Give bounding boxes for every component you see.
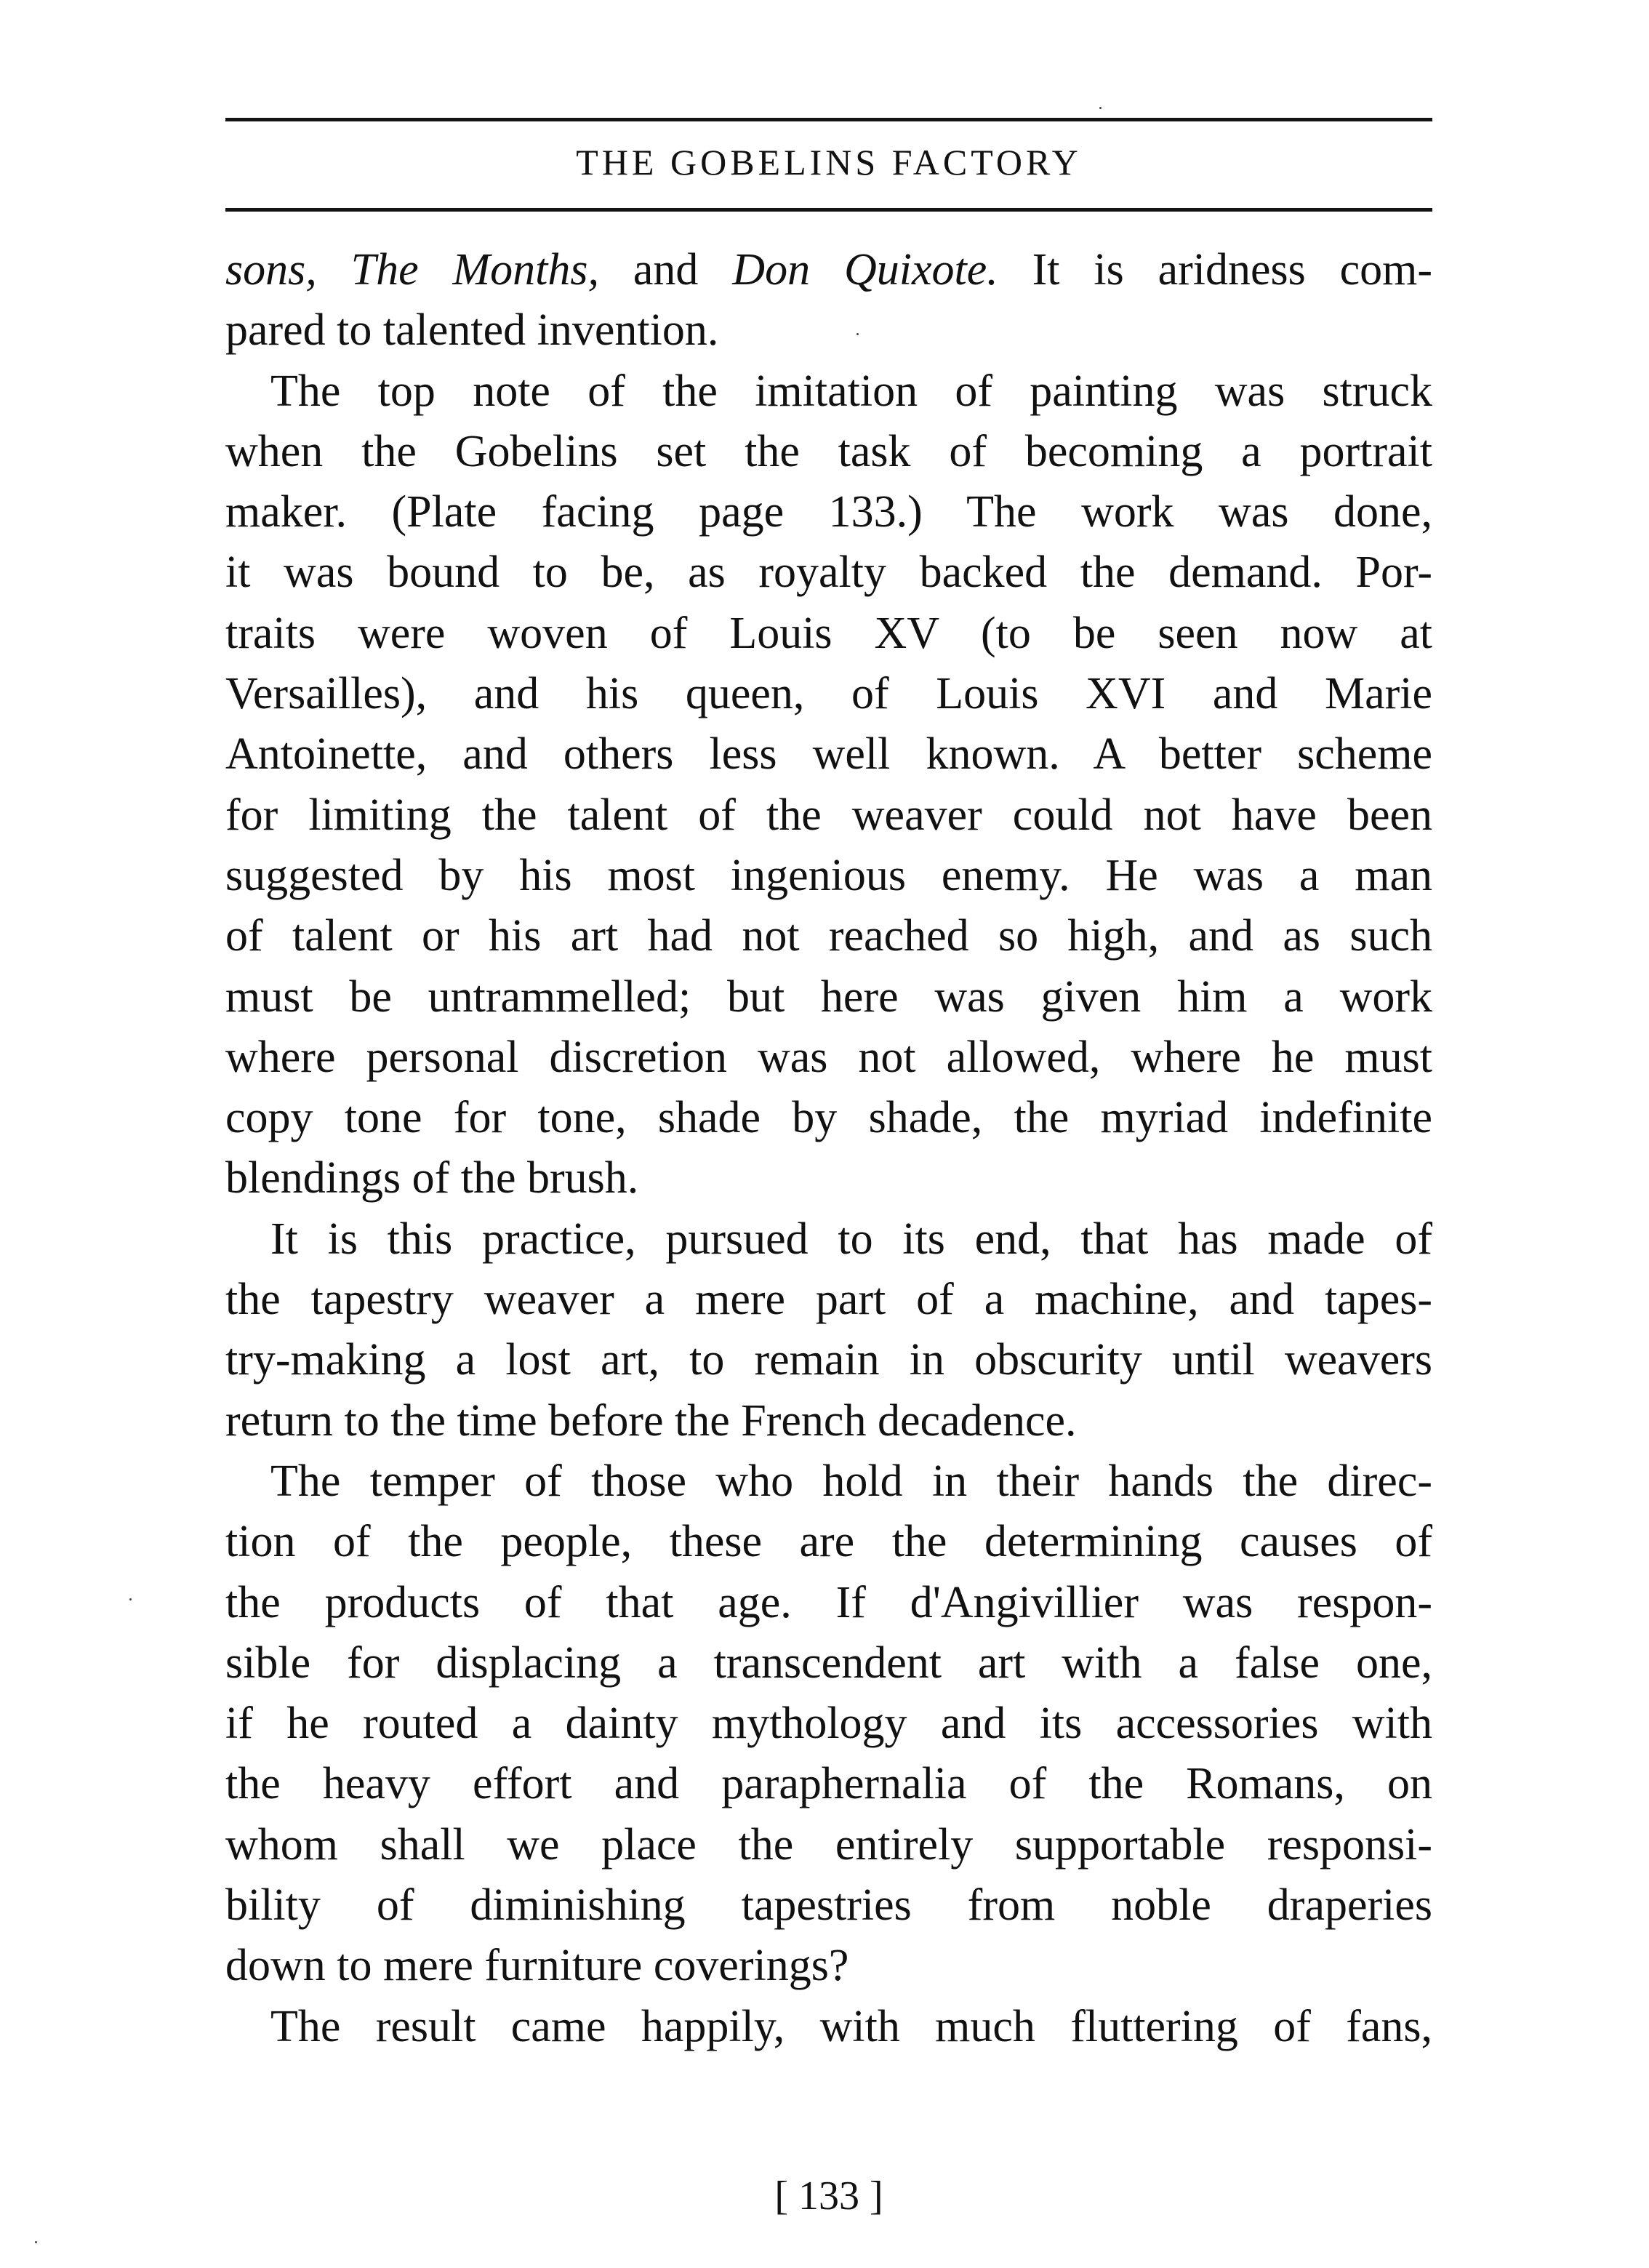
text-line: the products of that age. If d'Angivillier was respon- bbox=[225, 1577, 1432, 1627]
text-line: Versailles), and his queen, of Louis XVI and Marie bbox=[225, 669, 1432, 719]
text-line: the heavy effort and paraphernalia of the Romans, on bbox=[225, 1759, 1432, 1809]
paragraph bbox=[225, 361, 1432, 1209]
text-line: The result came happily, with much fluttering of fans, bbox=[270, 2001, 1432, 2051]
paragraph bbox=[225, 240, 1432, 361]
text-line: of talent or his art had not reached so high, and as such bbox=[225, 911, 1432, 961]
text-line bbox=[225, 300, 1432, 361]
running-head: THE GOBELINS FACTORY bbox=[576, 142, 1082, 183]
text-line: the tapestry weaver a mere part of a machine, and tapes- bbox=[225, 1275, 1432, 1325]
page-number: [ 133 ] bbox=[774, 2173, 883, 2219]
text-line: The temper of those who hold in their hands the direc- bbox=[270, 1456, 1432, 1506]
text-line: tion of the people, these are the determining causes of bbox=[225, 1517, 1432, 1567]
text-line bbox=[225, 240, 1432, 300]
scan-speck bbox=[129, 1598, 132, 1600]
text-line: for limiting the talent of the weaver could not have been bbox=[225, 790, 1432, 840]
text-line: sible for displacing a transcendent art with a false one, bbox=[225, 1638, 1432, 1688]
text-line: where personal discretion was not allowed, where he must bbox=[225, 1032, 1432, 1082]
paragraph bbox=[225, 1209, 1432, 1451]
text-line: It is this practice, pursued to its end, that has made of bbox=[270, 1214, 1432, 1264]
paragraph bbox=[225, 1997, 1432, 2057]
text-line: when the Gobelins set the task of becoming a portrait bbox=[225, 426, 1432, 476]
text-line: suggested by his most ingenious enemy. He was a man bbox=[225, 850, 1432, 900]
scan-speck bbox=[856, 333, 859, 335]
text-line: copy tone for tone, shade by shade, the myriad indefinite bbox=[225, 1093, 1432, 1143]
text-line: blendings of the brush. bbox=[225, 1153, 639, 1203]
text-line: down to mere furniture coverings? bbox=[225, 1941, 849, 1991]
text-line: traits were woven of Louis XV (to be seen now at bbox=[225, 608, 1432, 658]
header-rule-top bbox=[225, 118, 1432, 121]
paragraph bbox=[225, 1451, 1432, 1997]
italic-title: sons, The Months, bbox=[225, 245, 600, 294]
text-line: whom shall we place the entirely supportable responsi- bbox=[225, 1819, 1432, 1870]
text-run: It is aridness com- bbox=[998, 245, 1432, 294]
text-line: Antoinette, and others less well known. A better scheme bbox=[225, 729, 1432, 780]
text-line: if he routed a dainty mythology and its accessories with bbox=[225, 1699, 1432, 1749]
italic-title: Don Quixote. bbox=[732, 245, 998, 294]
text-run: pared to talented invention. bbox=[225, 305, 719, 356]
text-line: must be untrammelled; but here was given him a work bbox=[225, 971, 1432, 1022]
scan-speck bbox=[35, 2241, 37, 2243]
body-text bbox=[225, 240, 1432, 2057]
scan-speck bbox=[1099, 107, 1102, 109]
text-line: it was bound to be, as royalty backed the demand. Por- bbox=[225, 548, 1432, 598]
header-rule-bottom bbox=[225, 208, 1432, 212]
text-line: bility of diminishing tapestries from noble draperies bbox=[225, 1880, 1432, 1931]
text-line: try-making a lost art, to remain in obscurity until weavers bbox=[225, 1335, 1432, 1385]
text-line: maker. (Plate facing page 133.) The work was done, bbox=[225, 487, 1432, 537]
text-line: return to the time before the French decadence. bbox=[225, 1395, 1077, 1446]
text-line: The top note of the imitation of painting was struck bbox=[270, 366, 1432, 416]
text-run: and bbox=[599, 245, 733, 294]
